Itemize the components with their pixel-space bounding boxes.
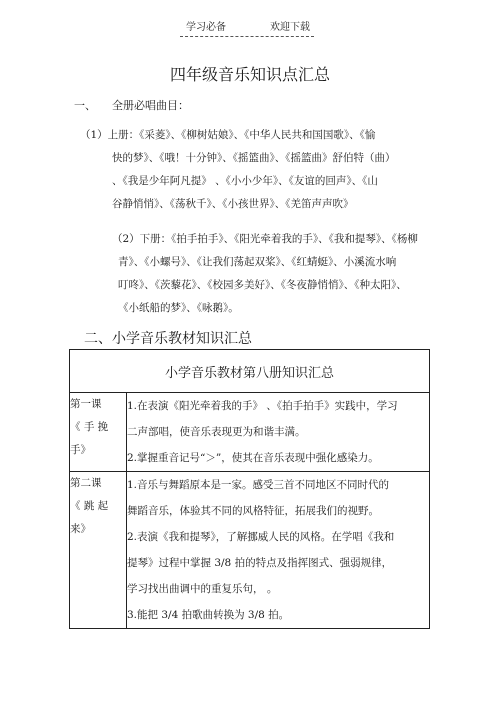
content-line: 2.掌握重音记号“＞”，使其在音乐表现中强化感染力。 (127, 452, 379, 464)
knowledge-table (69, 349, 430, 629)
book1-line: 快的梦》、《哦！十分钟》、《摇篮曲》、《摇篮曲》舒伯特（曲） (112, 152, 396, 164)
content-line: 二声部唱，使音乐表现更为和谐丰满。 (127, 426, 306, 438)
content-line: 提琴》过程中掌握 3/8 拍的特点及指挥图式、强弱规律， (127, 557, 393, 569)
book2-line: （2）下册：《拍手拍手》、《阳光牵着我的手》、《我和提琴》、《杨柳 (112, 233, 418, 245)
lesson-name-line: 《 跳 起 (70, 500, 109, 512)
book1-line: 谷静悄悄》、《荡秋千》、《小孩世界》、《羌笛声声吹》 (112, 198, 354, 210)
book1-line: （1）上册：《采菱》、《柳树姑娘》、《中华人民共和国国歌》、《愉 (80, 129, 376, 141)
lesson-name-line: 《 手 挽 (70, 421, 109, 433)
lesson-name-line: 第二课 (70, 477, 102, 489)
lesson-name-line: 手》 (70, 444, 91, 456)
lesson-name-cell (70, 472, 127, 629)
table-row (70, 393, 430, 472)
book2-song-list (80, 228, 418, 320)
page-header (180, 20, 314, 37)
lesson-content-cell (127, 472, 430, 629)
section1-number: 一、 (74, 99, 96, 112)
content-line: 2.表演《我和提琴》，了解挪威人民的风格。在学唱《我和 (127, 531, 395, 543)
section1-heading (74, 98, 189, 114)
lesson-name-line: 第一课 (70, 398, 102, 410)
lesson-content-cell (127, 393, 430, 472)
book1-line: 、《我是少年阿凡提》 、《小小少年》、《友谊的回声》、《山 (112, 175, 378, 187)
content-line: 舞蹈音乐，体验其不同的风格特征，拓展我们的视野。 (127, 505, 379, 517)
lesson-name-line: 来》 (70, 523, 91, 535)
lesson-name-cell (70, 393, 127, 472)
table-caption: 小学音乐教材第八册知识汇总 (70, 350, 430, 393)
content-line: 1.音乐与舞蹈原本是一家。感受三首不同地区不同时代的 (127, 479, 390, 491)
section1-title: 全册必唱曲目： (112, 99, 189, 112)
book2-line: 叮咚》、《茨藜花》、《校园多美好》、《冬夜静悄悄》、《种太阳》、 (118, 279, 407, 291)
document-title: 四年级音乐知识点汇总 (169, 65, 330, 84)
content-line: 学习找出曲调中的重复乐句， 。 (127, 583, 278, 595)
header-left-text: 学习必备 (186, 22, 226, 33)
content-line: 3.能把 3/4 拍歌曲转换为 3/8 拍。 (127, 609, 290, 621)
book2-line: 青》、《小螺号》、《让我们荡起双桨》、《红蜻蜓》、小溪流水响 (118, 256, 397, 268)
table-caption-row (70, 350, 430, 393)
table-row (70, 472, 430, 629)
book2-line: 《小纸船的梦》、《咏鹅》。 (118, 302, 239, 314)
content-line: 1.在表演《阳光牵着我的手》 、《拍手拍手》实践中，学习 (127, 400, 398, 412)
book1-song-list (80, 124, 396, 216)
section2-heading: 二、小学音乐教材知识汇总 (84, 331, 252, 347)
header-right-text: 欢迎下载 (270, 22, 310, 33)
